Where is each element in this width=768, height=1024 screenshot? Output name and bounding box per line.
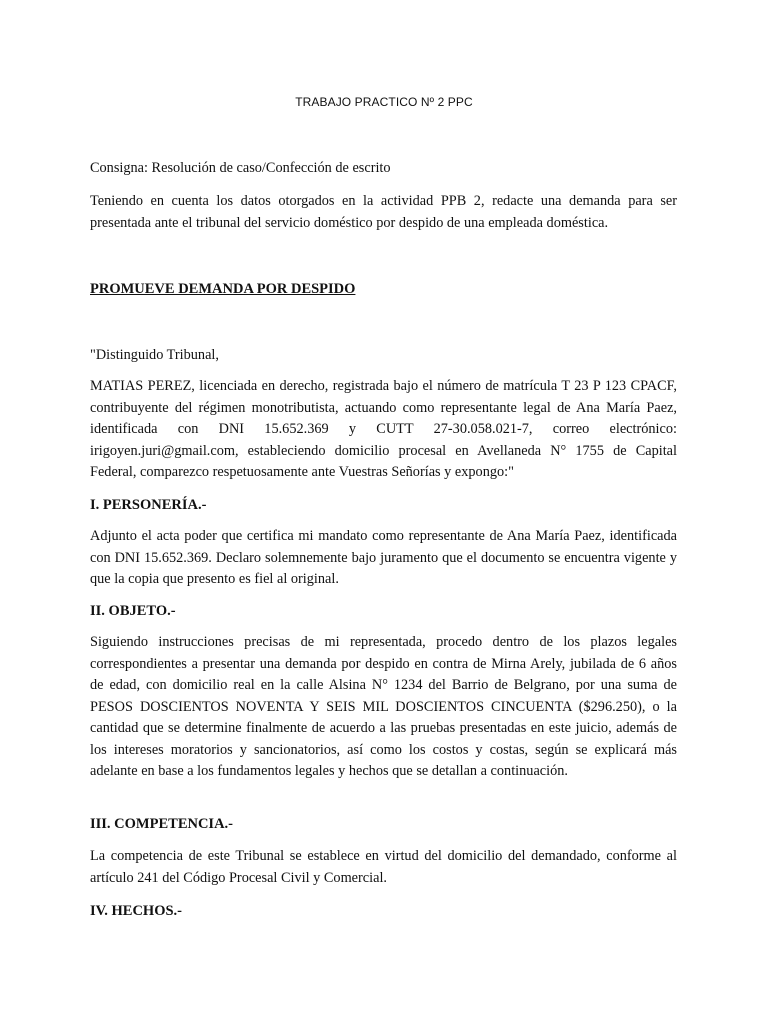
section-objeto-heading: II. OBJETO.-: [90, 603, 176, 619]
consigna-line: Consigna: Resolución de caso/Confección de escrito: [90, 160, 391, 176]
salutation: "Distinguido Tribunal,: [90, 347, 219, 363]
section-competencia-text: La competencia de este Tribunal se establece en virtud del domicilio del demandado, conforme al artículo 241 del Código Procesal Civil y Comercial.: [90, 848, 677, 886]
demand-title: PROMUEVE DEMANDA POR DESPIDO: [90, 281, 356, 297]
section-personeria-text: Adjunto el acta poder que certifica mi mandato como representante de Ana María Paez, identificada con DNI 15.652.369. Declaro solemnemente bajo juramento que el documento se encuentra vigente y que la copia que presento es fiel al original.: [90, 528, 677, 587]
intro-paragraph: MATIAS PEREZ, licenciada en derecho, registrada bajo el número de matrícula T 23 P 123 CPACF, contribuyente del régimen monotributista, actuando como representante legal de Ana María Paez, identificada con DNI 15.652.369 y CUTT 27-30.058.021-7, correo electrónico: irigoyen.juri@gmail.com, estableciendo domicilio procesal en Avellaneda N° 1755 de Capital Federal, comparezco respetuosamente ante Vuestras Señorías y expongo:": [90, 378, 677, 480]
section-hechos-heading: IV. HECHOS.-: [90, 903, 182, 919]
instructions-paragraph: Teniendo en cuenta los datos otorgados en la actividad PPB 2, redacte una demanda para ser presentada ante el tribunal del servicio doméstico por despido de una empleada doméstica.: [90, 193, 677, 231]
section-objeto-text: Siguiendo instrucciones precisas de mi representada, procedo dentro de los plazos legales correspondientes a presentar una demanda por despido en contra de Mirna Arely, jubilada de 6 años de edad, con domicilio real en la calle Alsina N° 1234 del Barrio de Belgrano, por una suma de PESOS DOSCIENTOS NOVENTA Y SEIS MIL DOSCIENTOS CINCUENTA ($296.250), o la cantidad que se determine finalmente de acuerdo a las pruebas presentadas en este juicio, además de los intereses moratorios y sancionatorios, así como los costos y costas, según se explicará más adelante en base a los fundamentos legales y hechos que se detallan a continuación.: [90, 634, 677, 779]
section-competencia-heading: III. COMPETENCIA.-: [90, 816, 233, 832]
document-title: TRABAJO PRACTICO Nº 2 PPC: [295, 95, 473, 109]
section-personeria-heading: I. PERSONERÍA.-: [90, 497, 207, 513]
